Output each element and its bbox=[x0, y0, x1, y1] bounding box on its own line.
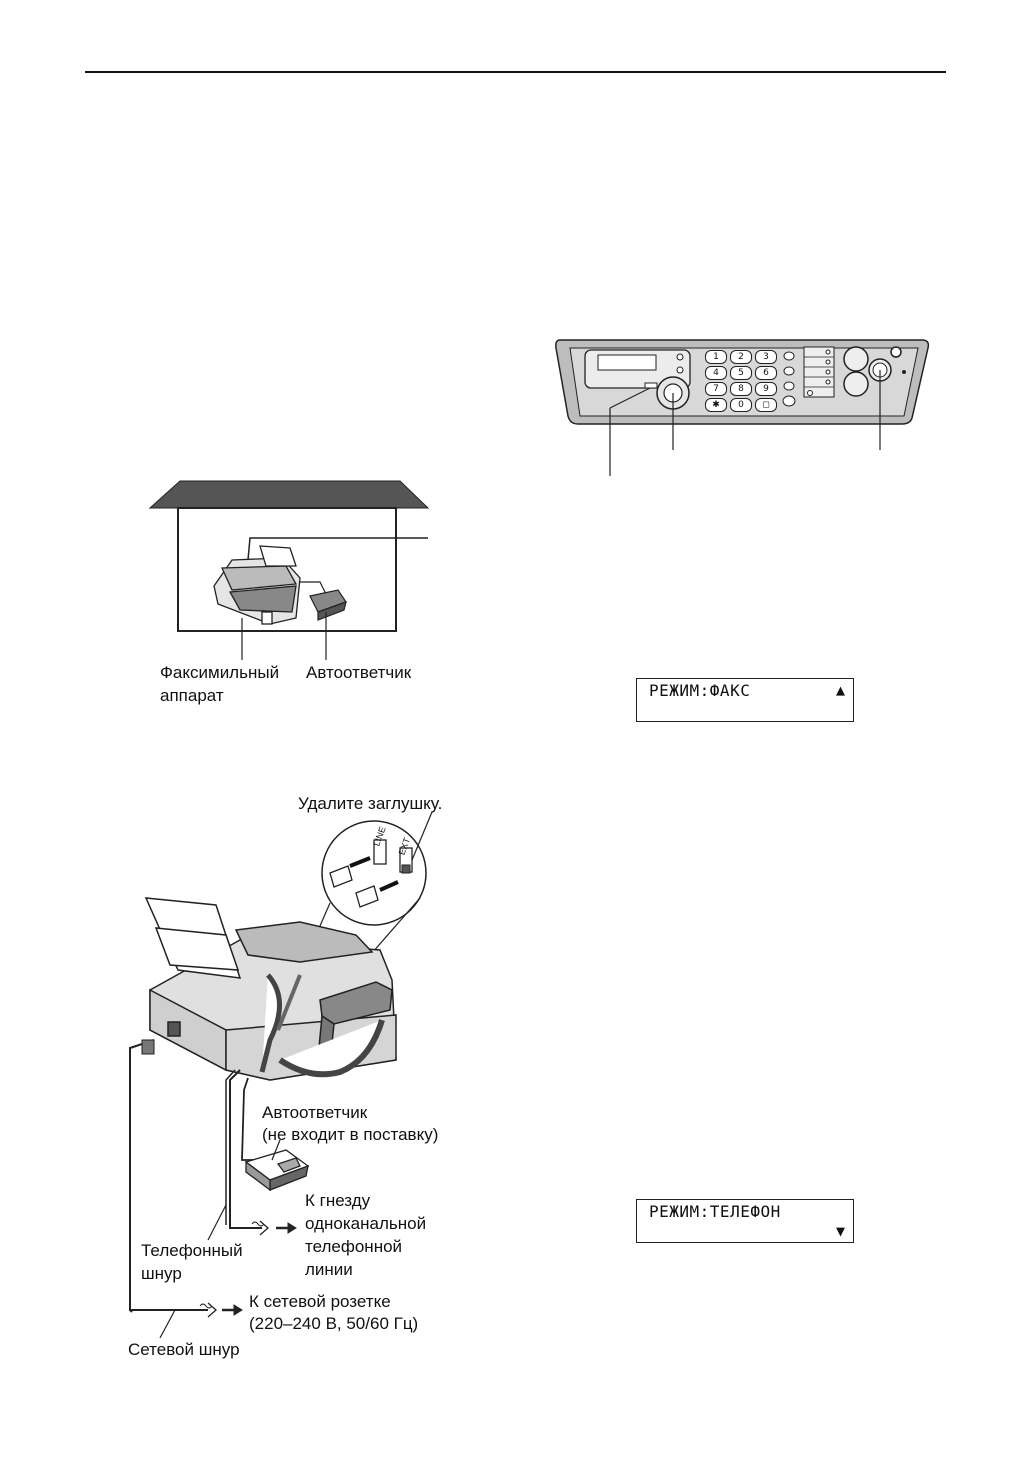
fax-machine-large bbox=[146, 898, 396, 1080]
lcd-fax-mode-text: РЕЖИМ:ФАКС bbox=[649, 681, 751, 700]
keypad-key[interactable]: 0 bbox=[730, 398, 752, 412]
keypad-key[interactable]: ◻ bbox=[755, 398, 777, 412]
keypad-key[interactable]: 7 bbox=[705, 382, 727, 396]
to-line-label-2: одноканальной bbox=[305, 1214, 427, 1233]
keypad-key[interactable]: 8 bbox=[730, 382, 752, 396]
keypad-key[interactable]: 2 bbox=[730, 350, 752, 364]
keypad-key[interactable]: ✱ bbox=[705, 398, 727, 412]
lcd-phone-mode-text: РЕЖИМ:ТЕЛЕФОН bbox=[649, 1202, 781, 1221]
answering-machine-note-line1: Автоответчик bbox=[262, 1103, 368, 1122]
jack-line-label: LINE bbox=[371, 825, 388, 848]
fax-machine-label-line1: Факсимильный bbox=[160, 663, 280, 682]
to-outlet-label-2: (220–240 В, 50/60 Гц) bbox=[249, 1314, 419, 1333]
keypad-key[interactable]: 6 bbox=[755, 366, 777, 380]
answering-machine-label: Автоответчик bbox=[306, 663, 412, 682]
phone-cord-label-1: Телефонный bbox=[141, 1241, 243, 1260]
to-line-label-3: телефонной bbox=[305, 1237, 403, 1256]
down-arrow-icon: ▼ bbox=[835, 1222, 845, 1240]
jack-ext-label: EXT bbox=[396, 836, 412, 857]
answering-machine-note-line2: (не входит в поставку) bbox=[262, 1125, 439, 1144]
remove-plug-label: Удалите заглушку. bbox=[298, 794, 443, 813]
keypad-key[interactable]: 9 bbox=[755, 382, 777, 396]
to-line-label-4: линии bbox=[305, 1260, 353, 1279]
lcd-phone-mode bbox=[636, 1199, 854, 1243]
keypad-key[interactable]: 1 bbox=[705, 350, 727, 364]
fax-machine-label-line2: аппарат bbox=[160, 686, 224, 705]
power-cord-label: Сетевой шнур bbox=[128, 1340, 240, 1359]
to-outlet-label-1: К сетевой розетке bbox=[249, 1292, 391, 1311]
keypad-key[interactable]: 4 bbox=[705, 366, 727, 380]
keypad-key[interactable]: 3 bbox=[755, 350, 777, 364]
house-diagram bbox=[150, 481, 428, 660]
answering-machine-large bbox=[246, 1150, 308, 1190]
keypad-key[interactable]: 5 bbox=[730, 366, 752, 380]
up-arrow-icon: ▲ bbox=[835, 681, 845, 699]
lcd-fax-mode bbox=[636, 678, 854, 722]
to-line-label-1: К гнезду bbox=[305, 1191, 371, 1210]
phone-cord-label-2: шнур bbox=[141, 1264, 182, 1283]
panel-keypad bbox=[705, 350, 781, 414]
